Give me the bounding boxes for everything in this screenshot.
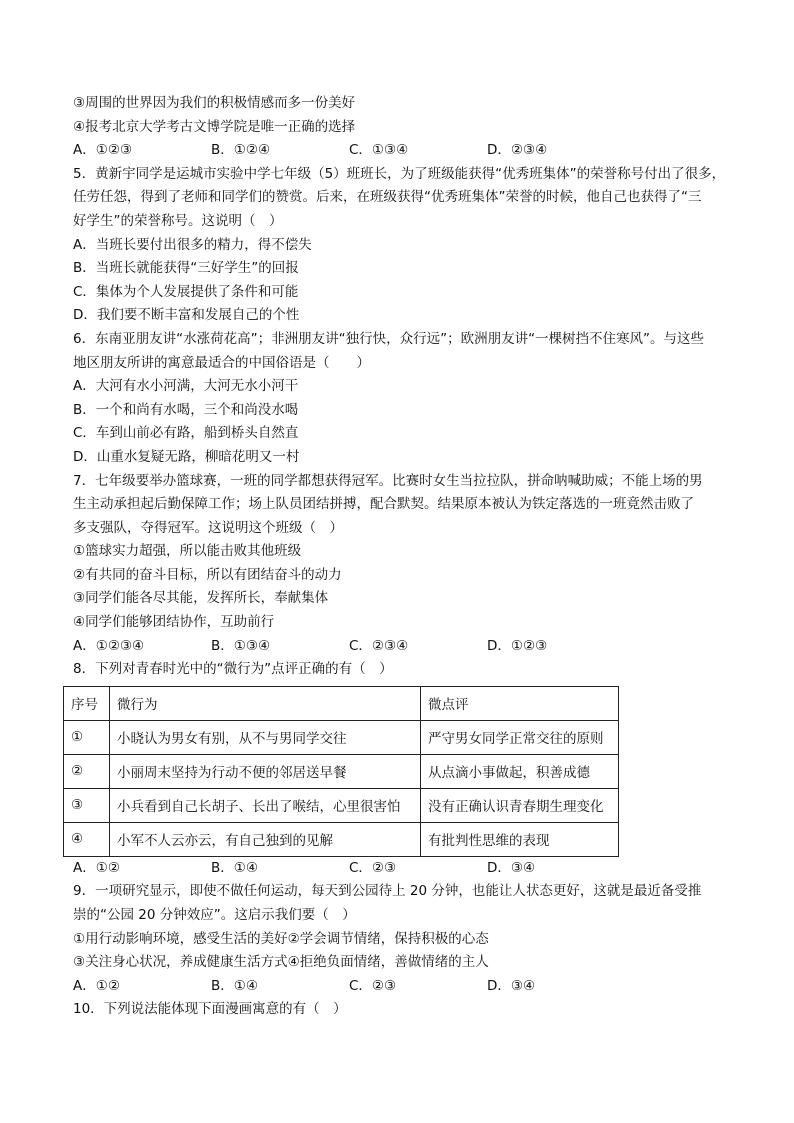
micro-behavior-table [63,686,619,857]
q5-option-a: A．当班长要付出很多的精力，得不偿失 [73,236,312,253]
q5-option-d: D．我们要不断丰富和发展自己的个性 [73,307,300,324]
q9-option-c: C．②③ [349,977,397,994]
table-cell: 从点滴小事做起，积善成德 [421,754,619,788]
q8-option-c: C．②③ [349,859,397,876]
table-cell: ④ [64,822,110,856]
table-cell: 小晓认为男女有别，从不与男同学交往 [110,720,421,754]
q6-option-b: B．一个和尚有水喝，三个和尚没水喝 [73,401,299,418]
table-cell: 小丽周末坚持为行动不便的邻居送早餐 [110,754,421,788]
table-row [64,822,619,856]
q9-option-d: D．③④ [487,977,536,994]
table-cell: ① [64,720,110,754]
q5-stem-line-3: 好学生”的荣誉称号。这说明（ ） [73,212,283,229]
q8-stem: 8．下列对青春时光中的“微行为”点评正确的有（ ） [73,661,393,678]
table-header-cell: 微行为 [110,686,421,720]
q7-item-1: ①篮球实力超强，所以能击败其他班级 [73,543,302,560]
q9-option-b: B．①④ [211,977,258,994]
q7-stem-line-1: 7．七年级要举办篮球赛，一班的同学都想获得冠军。比赛时女生当拉拉队，拼命呐喊助威；不能上场的男 [73,472,703,489]
q7-option-a: A．①②③④ [73,637,145,654]
q6-option-d: D．山重水复疑无路，柳暗花明又一村 [73,448,300,465]
q9-options [73,975,723,999]
q9-option-a: A．①② [73,977,120,994]
table-cell: 有批判性思维的表现 [421,822,619,856]
q8-option-b: B．①④ [211,859,258,876]
q6-option-c: C．车到山前必有路，船到桥头自然直 [73,425,299,442]
table-cell: 严守男女同学正常交往的原则 [421,720,619,754]
q4-option-c: C．①③④ [349,142,409,159]
q9-items-line-1: ①用行动影响环境，感受生活的美好②学会调节情绪，保持积极的心态 [73,930,489,947]
table-cell: 小军不人云亦云，有自己独到的见解 [110,822,421,856]
table-header-cell: 序号 [64,686,110,720]
q8-options [73,857,723,881]
q7-option-b: B．①③④ [211,637,271,654]
q7-item-2: ②有共同的奋斗目标，所以有团结奋斗的动力 [73,566,342,583]
exam-page [71,92,726,1022]
table-cell: 小兵看到自己长胡子、长出了喉结，心里很害怕 [110,788,421,822]
q8-option-d: D．③④ [487,859,536,876]
q5-option-c: C．集体为个人发展提供了条件和可能 [73,283,299,300]
q7-options [73,635,723,659]
q5-option-b: B．当班长就能获得“三好学生”的回报 [73,260,299,277]
table-cell: ② [64,754,110,788]
table-header-row [64,686,619,720]
table-cell: 没有正确认识青春期生理变化 [421,788,619,822]
q6-stem-line-1: 6．东南亚朋友讲“水涨荷花高”；非洲朋友讲“独行快，众行远”；欧洲朋友讲“一棵树挡不住寒风”。与这些 [73,330,705,347]
table-header-cell: 微点评 [421,686,619,720]
table-row [64,754,619,788]
q9-stem-line-1: 9．一项研究显示，即使不做任何运动，每天到公园待上 20 分钟，也能让人状态更好，这就是最近备受推 [73,883,702,900]
q4-item-4: ④报考北京大学考古文博学院是唯一正确的选择 [73,118,356,135]
q7-option-d: D．①②③ [487,637,548,654]
table-row [64,720,619,754]
q7-stem-line-2: 生主动承担起后勤保障工作；场上队员团结拼搏，配合默契。结果原本被认为铁定落选的一班竟然击败了 [73,496,694,513]
q10-stem: 10．下列说法能体现下面漫画寓意的有（ ） [73,1001,347,1018]
q8-option-a: A．①② [73,859,120,876]
q6-option-a: A．大河有水小河满，大河无水小河干 [73,378,299,395]
q7-option-c: C．②③④ [349,637,409,654]
q4-options [73,139,723,163]
q7-item-4: ④同学们能够团结协作，互助前行 [73,614,275,631]
table-row [64,788,619,822]
q7-item-3: ③同学们能各尽其能，发挥所长，奉献集体 [73,590,329,607]
q5-stem-line-1: 5．黄新宇同学是运城市实验中学七年级（5）班班长，为了班级能获得“优秀班集体”的荣誉称号付出了很多， [73,165,726,182]
q9-items-line-2: ③关注身心状况，养成健康生活方式④拒绝负面情绪，善做情绪的主人 [73,954,489,971]
q6-stem-line-2: 地区朋友所讲的寓意最适合的中国俗语是（ ） [73,354,370,371]
q4-option-d: D．②③④ [487,142,548,159]
q4-item-3: ③周围的世界因为我们的积极情感而多一份美好 [73,95,356,111]
q4-option-b: B．①②④ [211,142,271,159]
q5-stem-line-2: 任劳任怨，得到了老师和同学们的赞赏。后来，在班级获得“优秀班集体”荣誉的时候，他自己也获得了“三 [73,189,702,206]
q9-stem-line-2: 崇的“公园 20 分钟效应”。这启示我们要（ ） [73,907,356,924]
table-cell: ③ [64,788,110,822]
q7-stem-line-3: 多支强队，夺得冠军。这说明这个班级（ ） [73,519,343,536]
q4-option-a: A．①②③ [73,142,133,159]
